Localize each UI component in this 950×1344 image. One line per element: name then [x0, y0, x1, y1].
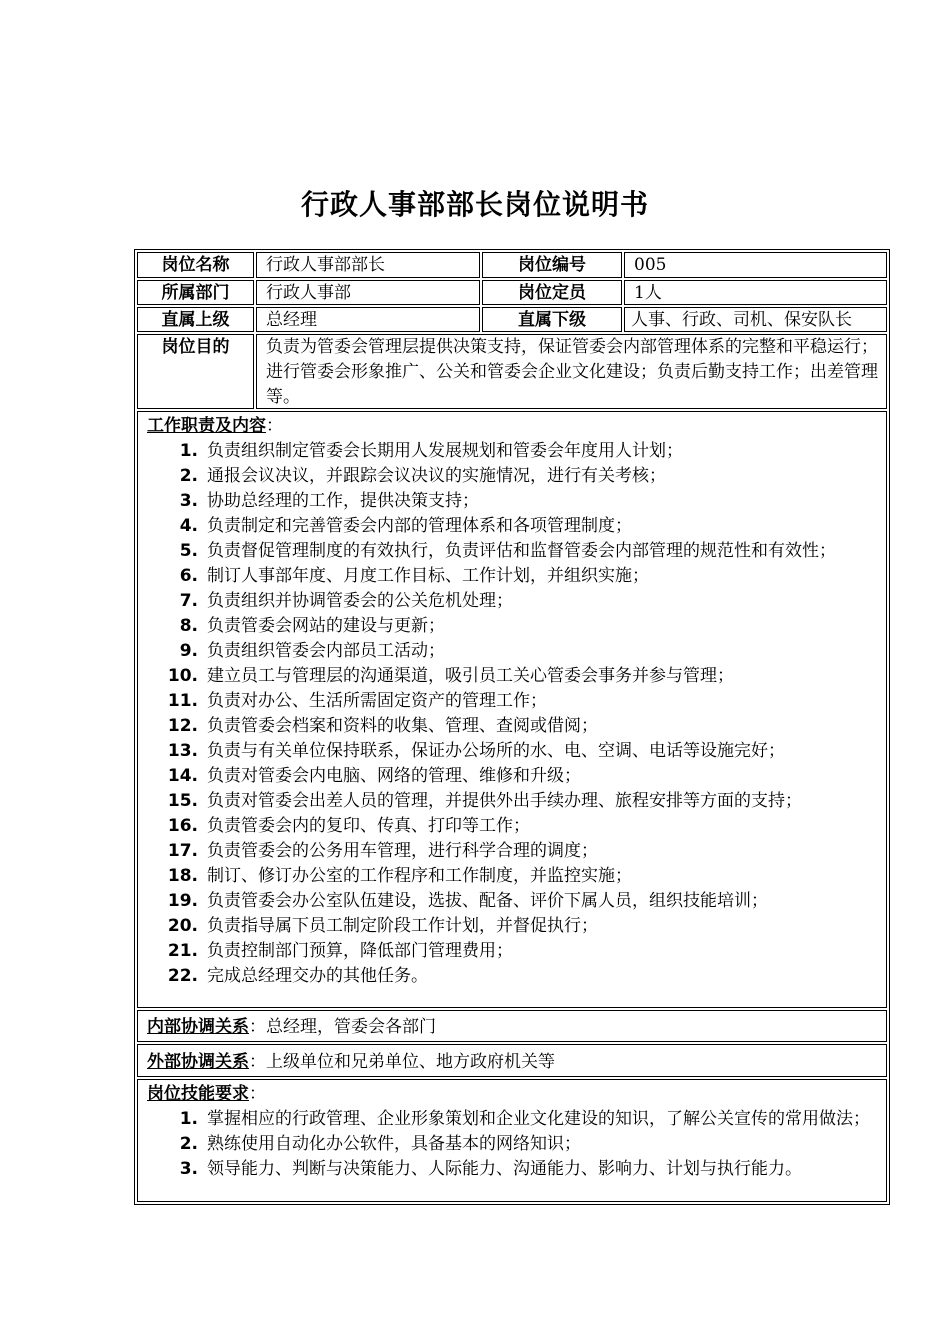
duty-item-text: 负责与有关单位保持联系，保证办公场所的水、电、空调、电话等设施完好； [207, 741, 785, 761]
duty-item [147, 664, 878, 689]
department-label: 所属部门 [137, 280, 254, 305]
position-name-label: 岗位名称 [137, 252, 254, 278]
duty-item-text: 负责组织并协调管委会的公关危机处理； [207, 591, 513, 611]
duty-item-text: 负责管委会的公务用车管理，进行科学合理的调度； [207, 841, 598, 861]
duty-item [147, 489, 878, 514]
duty-item [147, 564, 878, 589]
duty-item-number: 16. [167, 816, 198, 836]
duty-item-number: 19. [167, 891, 198, 911]
duty-item-number: 13. [167, 741, 198, 761]
duties-list [147, 439, 878, 989]
page-title: 行政人事部部长岗位说明书 [300, 188, 649, 221]
duty-item-number: 6. [179, 566, 198, 586]
skills-section [137, 1079, 887, 1202]
duty-item-number: 7. [179, 591, 198, 611]
duty-item-number: 15. [167, 791, 198, 811]
skill-item [147, 1107, 878, 1132]
headcount-label: 岗位定员 [482, 280, 622, 305]
duty-item [147, 439, 878, 464]
duty-item-number: 1. [179, 441, 198, 461]
external-coordination-section [137, 1044, 887, 1077]
skills-heading-line [147, 1082, 878, 1107]
duty-item [147, 639, 878, 664]
duty-item-number: 17. [167, 841, 198, 861]
duty-item [147, 739, 878, 764]
duties-heading-line [147, 414, 878, 439]
duty-item-text: 负责组织管委会内部员工活动； [207, 641, 445, 661]
skill-item [147, 1157, 878, 1182]
department-value: 行政人事部 [256, 280, 480, 305]
duty-item [147, 814, 878, 839]
duty-item-text: 负责指导属下员工制定阶段工作计划，并督促执行； [207, 916, 598, 936]
duty-item-text: 负责控制部门预算，降低部门管理费用； [207, 941, 513, 961]
subordinate-label: 直属下级 [482, 307, 622, 332]
duty-item-text: 负责对管委会内电脑、网络的管理、维修和升级； [207, 766, 581, 786]
external-coordination-colon: ： [249, 1052, 266, 1072]
duty-item-text: 负责对办公、生活所需固定资产的管理工作； [207, 691, 547, 711]
duties-heading: 工作职责及内容 [147, 416, 266, 436]
purpose-value: 负责为管委会管理层提供决策支持，保证管委会内部管理体系的完整和平稳运行；进行管委会形象推广、公关和管委会企业文化建设；负责后勤支持工作；出差管理等。 [256, 334, 887, 409]
skill-item-text: 熟练使用自动化办公软件，具备基本的网络知识； [207, 1134, 581, 1154]
duty-item-text: 负责督促管理制度的有效执行，负责评估和监督管委会内部管理的规范性和有效性； [207, 541, 836, 561]
duty-item-number: 14. [167, 766, 198, 786]
internal-coordination-section [137, 1010, 887, 1042]
duty-item [147, 914, 878, 939]
duty-item-text: 负责组织制定管委会长期用人发展规划和管委会年度用人计划； [207, 441, 683, 461]
skill-item-text: 掌握相应的行政管理、企业形象策划和企业文化建设的知识，了解公关宣传的常用做法； [207, 1109, 870, 1129]
duty-item-text: 负责制定和完善管委会内部的管理体系和各项管理制度； [207, 516, 632, 536]
duty-item-text: 通报会议决议，并跟踪会议决议的实施情况，进行有关考核； [207, 466, 666, 486]
duty-item-number: 8. [179, 616, 198, 636]
subordinate-value: 人事、行政、司机、保安队长 [624, 307, 887, 332]
skill-item-number: 1. [179, 1109, 198, 1129]
duty-item-number: 3. [179, 491, 198, 511]
duty-item-text: 负责管委会内的复印、传真、打印等工作； [207, 816, 530, 836]
duties-section [137, 411, 887, 1008]
duty-item-text: 负责管委会网站的建设与更新； [207, 616, 445, 636]
duty-item-number: 12. [167, 716, 198, 736]
duty-item-number: 11. [167, 691, 198, 711]
skills-list [147, 1107, 878, 1182]
position-name-value: 行政人事部部长 [256, 252, 480, 278]
duty-item-text: 协助总经理的工作，提供决策支持； [207, 491, 479, 511]
skills-heading-colon: ： [249, 1084, 266, 1104]
duty-item-text: 完成总经理交办的其他任务。 [207, 966, 428, 986]
duty-item [147, 964, 878, 989]
duty-item [147, 464, 878, 489]
duty-item-text: 负责管委会档案和资料的收集、管理、查阅或借阅； [207, 716, 598, 736]
purpose-label: 岗位目的 [137, 334, 254, 409]
duty-item-text: 建立员工与管理层的沟通渠道，吸引员工关心管委会事务并参与管理； [207, 666, 734, 686]
duty-item-number: 18. [167, 866, 198, 886]
superior-value: 总经理 [256, 307, 480, 332]
duty-item-text: 负责管委会办公室队伍建设，选拔、配备、评价下属人员，组织技能培训； [207, 891, 768, 911]
position-code-value: 005 [624, 252, 887, 278]
duty-item [147, 939, 878, 964]
skill-item-text: 领导能力、判断与决策能力、人际能力、沟通能力、影响力、计划与执行能力。 [207, 1159, 802, 1179]
duty-item-number: 2. [179, 466, 198, 486]
internal-coordination-colon: ： [249, 1017, 266, 1037]
duty-item-number: 9. [179, 641, 198, 661]
duty-item-number: 22. [167, 966, 198, 986]
skill-item [147, 1132, 878, 1157]
skill-item-number: 3. [179, 1159, 198, 1179]
duty-item [147, 764, 878, 789]
duty-item-number: 10. [167, 666, 198, 686]
external-coordination-value: 上级单位和兄弟单位、地方政府机关等 [266, 1052, 555, 1072]
internal-coordination-value: 总经理，管委会各部门 [266, 1017, 436, 1037]
duty-item-text: 制订人事部年度、月度工作目标、工作计划，并组织实施； [207, 566, 649, 586]
duty-item-number: 5. [179, 541, 198, 561]
duty-item [147, 789, 878, 814]
external-coordination-heading: 外部协调关系 [147, 1052, 249, 1072]
internal-coordination-heading: 内部协调关系 [147, 1017, 249, 1037]
duty-item-number: 20. [167, 916, 198, 936]
duties-heading-colon: ： [266, 416, 283, 436]
duty-item-number: 21. [167, 941, 198, 961]
duty-item-text: 制订、修订办公室的工作程序和工作制度，并监控实施； [207, 866, 632, 886]
duty-item [147, 864, 878, 889]
skill-item-number: 2. [179, 1134, 198, 1154]
duty-item [147, 539, 878, 564]
duty-item [147, 714, 878, 739]
duty-item [147, 589, 878, 614]
duty-item-number: 4. [179, 516, 198, 536]
duty-item [147, 614, 878, 639]
position-code-label: 岗位编号 [482, 252, 622, 278]
duty-item [147, 839, 878, 864]
duty-item [147, 889, 878, 914]
duty-item [147, 689, 878, 714]
headcount-value: 1人 [624, 280, 887, 305]
superior-label: 直属上级 [137, 307, 254, 332]
duty-item [147, 514, 878, 539]
skills-heading: 岗位技能要求 [147, 1084, 249, 1104]
duty-item-text: 负责对管委会出差人员的管理，并提供外出手续办理、旅程安排等方面的支持； [207, 791, 802, 811]
